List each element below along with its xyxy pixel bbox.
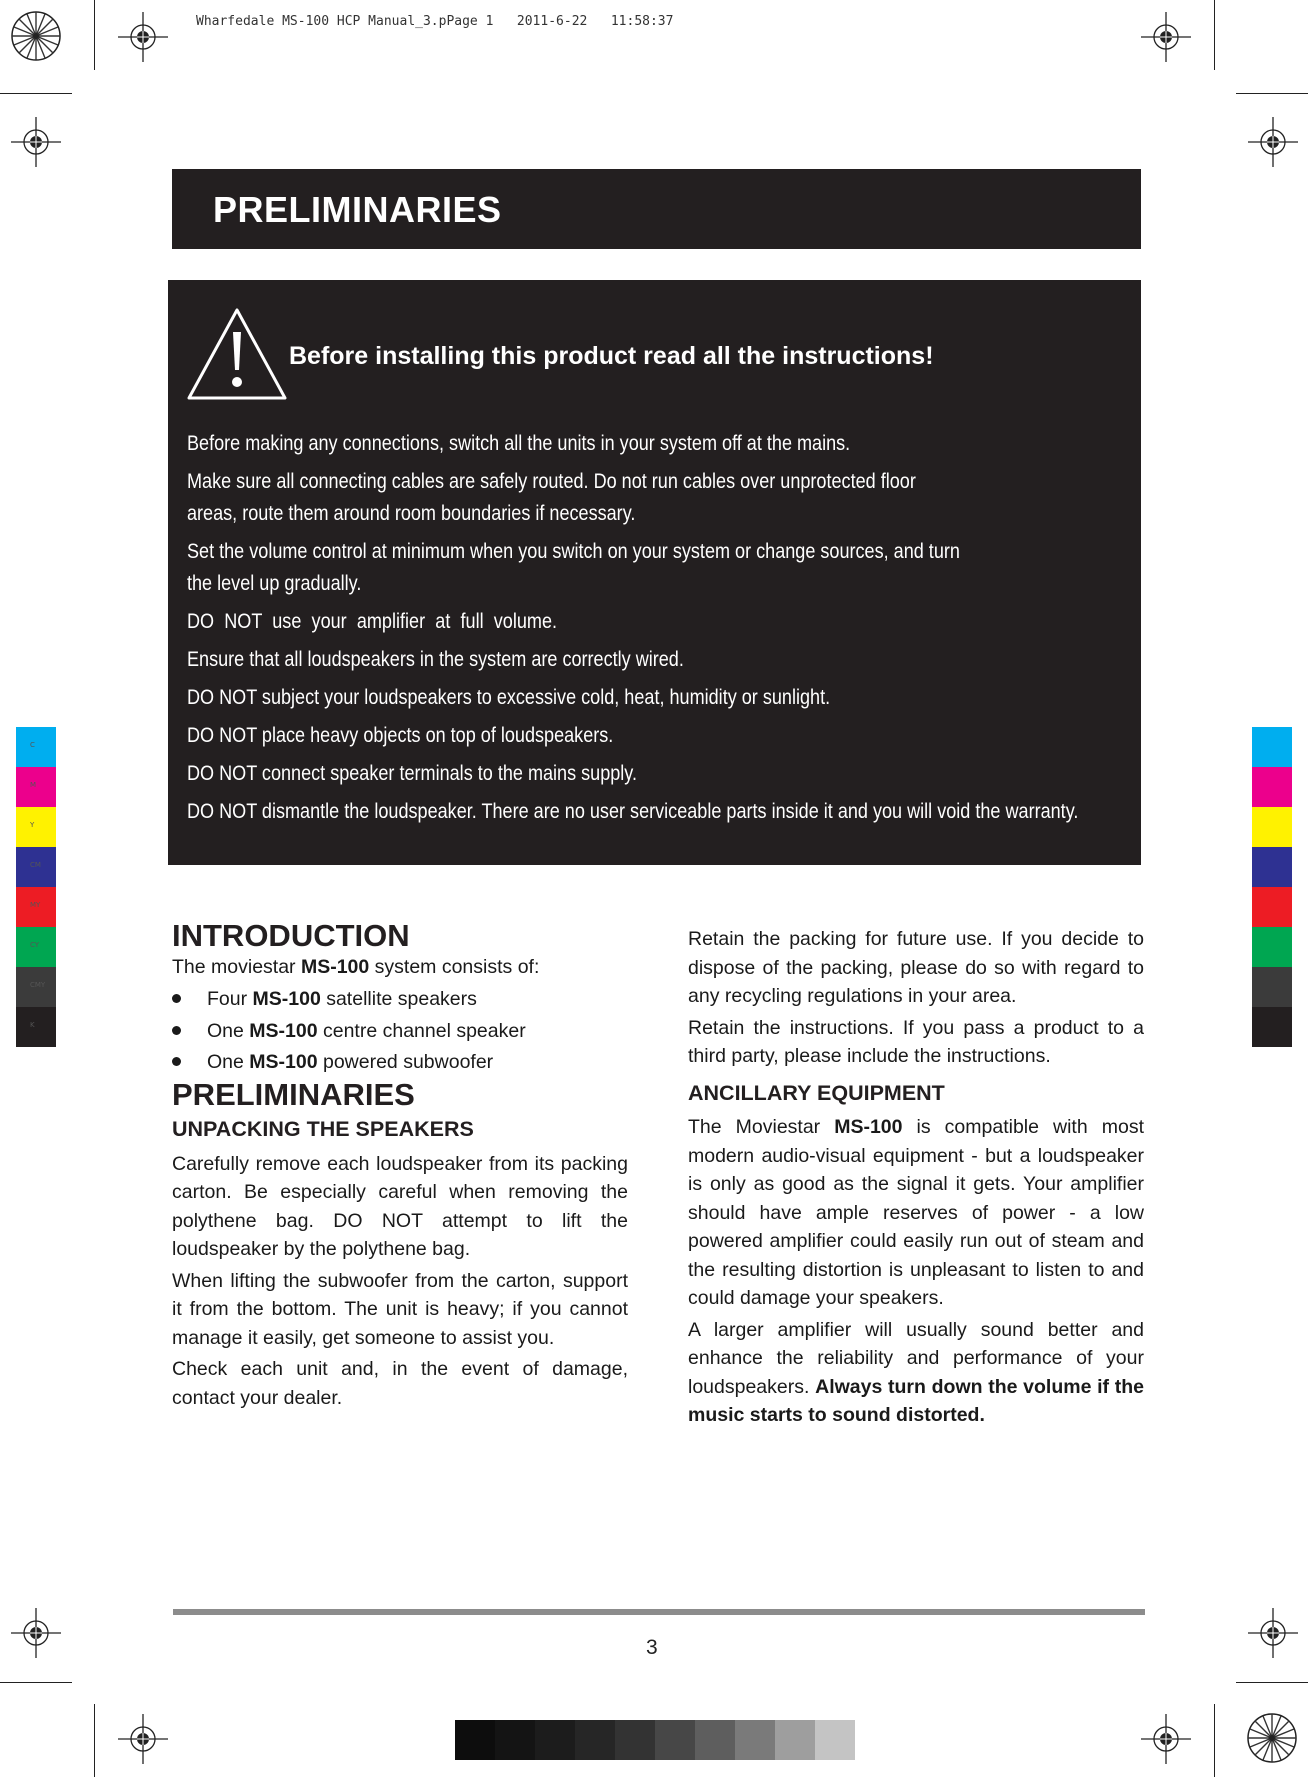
color-swatch-label: K	[30, 1021, 35, 1029]
system-contents-list	[172, 985, 628, 1077]
color-swatch	[1252, 767, 1292, 807]
paragraph	[688, 1316, 1144, 1430]
warning-title: Before installing this product read all the instructions!	[289, 342, 934, 370]
crosshair-mark-icon	[11, 1608, 61, 1658]
warning-item: Set the volume control at minimum when you switch on your system or change sources, and turn the level up gradually.	[187, 540, 960, 595]
color-swatch-label: M	[30, 781, 37, 789]
left-column	[172, 918, 628, 1415]
list-item	[172, 1048, 628, 1077]
item-text: powered subwoofer	[317, 1051, 494, 1073]
warning-item: Before making any connections, switch all the units in your system off at the mains.	[187, 432, 851, 455]
color-swatch	[1252, 1007, 1292, 1047]
gray-swatch	[455, 1720, 495, 1760]
print-header-file: Wharfedale MS-100 HCP Manual_3.pPage 1	[196, 14, 494, 29]
color-swatch-label: MY	[30, 901, 41, 909]
item-text: One	[207, 1019, 250, 1042]
crop-line	[1214, 0, 1215, 70]
warning-triangle-icon	[185, 306, 289, 402]
color-bar-right	[1252, 727, 1292, 1047]
gray-swatch	[615, 1720, 655, 1760]
color-swatch	[16, 807, 56, 847]
model-name: MS-100	[834, 1116, 903, 1138]
warning-item: DO NOT subject your loudspeakers to excessive cold, heat, humidity or sunlight.	[187, 686, 831, 709]
gray-swatch	[775, 1720, 815, 1760]
warning-item: Make sure all connecting cables are safely routed. Do not run cables over unprotected floor areas, route them around room boundaries if necessary.	[187, 470, 916, 525]
warning-box	[168, 280, 1141, 865]
paragraph-text: The Moviestar	[688, 1116, 835, 1138]
gray-ramp	[455, 1720, 855, 1760]
ancillary-heading: ANCILLARY EQUIPMENT	[688, 1080, 945, 1105]
gray-swatch	[815, 1720, 855, 1760]
section-title-bar	[172, 169, 1141, 249]
warning-item: DO NOT use your amplifier at full volume.	[187, 610, 558, 633]
crop-line	[1236, 93, 1308, 94]
color-swatch	[16, 767, 56, 807]
warning-item: Ensure that all loudspeakers in the system are correctly wired.	[187, 648, 684, 671]
unpacking-heading: UNPACKING THE SPEAKERS	[172, 1117, 474, 1141]
gray-swatch	[655, 1720, 695, 1760]
right-column	[688, 925, 1144, 1433]
emphasis-text: Always turn down the volume if the music starts to sound distorted.	[688, 1375, 1144, 1426]
color-swatch-label: CMY	[30, 981, 46, 989]
color-bar-left	[16, 727, 56, 1047]
item-text: centre channel speaker	[317, 1019, 526, 1042]
paragraph-text: A larger amplifier will usually sound better and enhance the reliability and performance of your loudspeakers.	[688, 1318, 1144, 1398]
paragraph: Carefully remove each loudspeaker from its packing carton. Be especially careful when removing the polythene bag. DO NOT attempt to lift the loudspeaker by the polythene bag.	[172, 1152, 628, 1260]
paragraph: Retain the instructions. If you pass a product to a third party, please include the instructions.	[688, 1016, 1144, 1067]
paragraph: Retain the packing for future use. If you decide to dispose of the packing, please do so with regard to any recycling regulations in your area.	[688, 928, 1144, 1007]
list-item	[172, 985, 628, 1014]
paragraph	[688, 1113, 1144, 1313]
footer-rule	[173, 1609, 1145, 1615]
bullet-icon	[172, 1026, 181, 1035]
warning-list	[187, 428, 1090, 834]
paragraph-text: is compatible with most modern audio-visual equipment - but a loudspeaker is only as good as the signal it gets. Your amplifier should have ample reserves of power - a low powered amplifier could easily run out of steam and the resulting distortion is unpleasant to listen to and could damage your speakers.	[688, 1116, 1144, 1309]
gray-swatch	[575, 1720, 615, 1760]
page-number: 3	[646, 1636, 658, 1659]
color-swatch	[1252, 727, 1292, 767]
registration-sunburst-icon	[10, 10, 62, 62]
color-swatch	[16, 727, 56, 767]
item-text: One	[207, 1051, 250, 1073]
crop-line	[0, 1682, 72, 1683]
color-swatch	[1252, 807, 1292, 847]
model-name: MS-100	[249, 1051, 318, 1073]
section-title: PRELIMINARIES	[213, 189, 502, 230]
crosshair-mark-icon	[1141, 1714, 1191, 1764]
paragraph: When lifting the subwoofer from the carton, support it from the bottom. The unit is heavy; if you cannot manage it easily, get someone to assist you.	[172, 1269, 628, 1349]
warning-item: DO NOT place heavy objects on top of loudspeakers.	[187, 724, 614, 747]
intro-lead-text: The moviestar	[172, 955, 301, 978]
introduction-heading: INTRODUCTION	[172, 918, 410, 953]
print-header-date: 2011-6-22	[516, 14, 588, 29]
registration-sunburst-icon	[1246, 1712, 1298, 1764]
crosshair-mark-icon	[1248, 1608, 1298, 1658]
crosshair-mark-icon	[11, 117, 61, 167]
intro-lead-text: system consists of:	[369, 955, 540, 978]
item-text: Four	[207, 988, 253, 1010]
color-swatch	[16, 887, 56, 927]
model-name: MS-100	[252, 988, 321, 1010]
crosshair-mark-icon	[1248, 117, 1298, 167]
crosshair-mark-icon	[1141, 12, 1191, 62]
color-swatch	[1252, 847, 1292, 887]
color-swatch	[1252, 967, 1292, 1007]
print-header	[196, 14, 673, 29]
color-swatch	[16, 967, 56, 1007]
intro-lead	[172, 953, 628, 982]
model-name: MS-100	[300, 955, 370, 978]
color-swatch	[16, 927, 56, 967]
preliminaries-heading: PRELIMINARIES	[172, 1076, 415, 1112]
model-name: MS-100	[249, 1019, 318, 1042]
color-swatch-label: Y	[30, 821, 35, 829]
gray-swatch	[535, 1720, 575, 1760]
gray-swatch	[735, 1720, 775, 1760]
color-swatch	[16, 1007, 56, 1047]
bullet-icon	[172, 1057, 181, 1066]
warning-item: DO NOT dismantle the loudspeaker. There are no user serviceable parts inside it and you will void the warranty.	[187, 800, 1079, 823]
color-swatch-label: C	[30, 741, 35, 749]
bullet-icon	[172, 994, 181, 1003]
gray-swatch	[495, 1720, 535, 1760]
crop-line	[0, 93, 72, 94]
list-item	[172, 1017, 628, 1046]
crop-line	[94, 1704, 95, 1777]
color-swatch	[1252, 887, 1292, 927]
item-text: satellite speakers	[320, 988, 477, 1010]
color-swatch	[1252, 927, 1292, 967]
color-swatch-label: CY	[30, 941, 40, 949]
crosshair-mark-icon	[118, 1714, 168, 1764]
crosshair-mark-icon	[118, 12, 168, 62]
print-header-time: 11:58:37	[610, 14, 674, 29]
crop-line	[1214, 1704, 1215, 1777]
gray-swatch	[695, 1720, 735, 1760]
warning-item: DO NOT connect speaker terminals to the mains supply.	[187, 762, 638, 785]
crop-line	[1236, 1682, 1308, 1683]
color-swatch	[16, 847, 56, 887]
color-swatch-label: CM	[30, 861, 41, 869]
paragraph: Check each unit and, in the event of damage, contact your dealer.	[172, 1358, 628, 1409]
crop-line	[94, 0, 95, 70]
